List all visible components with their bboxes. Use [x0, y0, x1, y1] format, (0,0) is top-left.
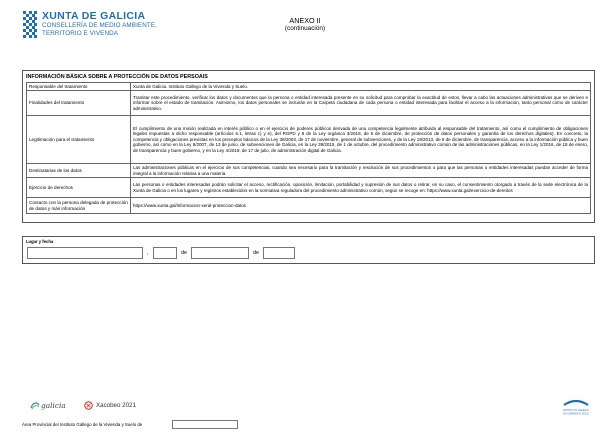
table-row: [27, 116, 591, 164]
row-value: El cumplimiento de una misión realizada en interés público o en el ejercicio de poderes públicos derivada de una competencia legalmente atribuida al responsable del tratamiento, así como el cumplimiento de obligaciones legales impuestas a dicho responsable (artículos 6.1, letras c) y e), del RGPD y 8 de la Ley orgánica 3/2018, de 5 de diciembre, de protección de datos personales y garantía de los derechos digitales). En concreto, la competencia y obligaciones previstas en los preceptos básicos de la Ley 38/2003, de 17 de noviembre, general de subvenciones, y de la Ley 19/2013, de 9 de diciembre, de transparencia, acceso a la información pública y buen gobierno, así como en la Ley 9/2007, de 13 de junio, de subvenciones de Galicia, en la Ley 39/2015, de 1 de octubre, del procedimiento administrativo común de las administraciones públicas, en la Ley 1/2016, de 18 de enero, de transparencia y buen gobierno, y en la Ley 4/2019, de 17 de julio, de administración digital de Galicia.: [131, 116, 591, 164]
data-protection-heading: INFORMACIÓN BÁSICA SOBRE A PROTECCIÓN DE DATOS PERSOAIS: [26, 74, 208, 80]
annex-heading: [260, 16, 350, 33]
table-row: [27, 198, 591, 214]
ivs-logo-line-1: INSTITUTO GALEGO: [563, 409, 589, 412]
galicia-wordmark: galicia: [41, 400, 66, 410]
table-row: [27, 91, 591, 116]
row-value: Las administraciones públicas en el ejercicio de sus competencias, cuando sea necesario para la tramitación y resolución de sus procedimientos o para que las personas o entidades interesadas puedan acceder de forma integral a la información relativa a una materia.: [131, 164, 591, 178]
row-label: Responsable del tratamiento: [27, 83, 131, 91]
area-provincial-label: Área Provincial del Instituto Gallego de la Vivienda y Suelo de: [22, 422, 143, 427]
row-value: Tramitar este procedimiento, verificar los datos y documentos que la persona o entidad interesada presente en su solicitud para comprobar la exactitud de estos, llevar a cabo las actuaciones administrativas que se deriven e informar sobre el estado de tramitación. Asimismo, los datos personales se incluirán en la Carpeta ciudadana de cada persona o entidad interesada para facilitar el acceso a la información, tanto personal como de carácter administrativo.: [131, 91, 591, 116]
row-label: Ejercicio de derechos: [27, 178, 131, 198]
table-row: [27, 83, 591, 91]
place-date-label: Lugar y fecha: [26, 239, 54, 244]
table-row: [27, 164, 591, 178]
row-value: Xunta de Galicia. Instituto Gallego de la Vivienda y Suelo.: [131, 83, 591, 91]
row-value: Las personas o entidades interesadas podrán solicitar el acceso, rectificación, oposición, limitación, portabilidad y supresión de sus datos o retirar, en su caso, el consentimiento otorgado a través de la sede electrónica de la Xunta de Galicia o en los lugares y registros establecidos en la normativa reguladora del procedimiento administrativo común, según se recoge en: https://www.xunta.gal/exercicio-de-dereitos: [131, 178, 591, 198]
year-input[interactable]: [263, 247, 295, 259]
row-label: Legitimación para el tratamiento: [27, 116, 131, 164]
data-protection-table: [26, 82, 591, 214]
logo-subtitle-1: CONSELLERÍA DE MEDIO AMBIENTE,: [42, 22, 157, 29]
data-protection-section: [22, 70, 595, 223]
xacobeo-wordmark: Xacobeo 2021: [96, 402, 136, 409]
galicia-logo: [30, 400, 66, 410]
de-separator-1: de: [181, 250, 187, 256]
row-value: https://www.xunta.gal/informacion-xeral-proteccion-datos: [131, 198, 591, 214]
annex-subtitle: (continuación): [284, 25, 326, 32]
ivs-arc-icon: [564, 401, 588, 405]
comma-separator: ,: [147, 250, 149, 256]
place-input[interactable]: [27, 247, 143, 259]
place-date-section: [22, 236, 595, 264]
area-provincial-input[interactable]: [172, 420, 238, 429]
row-label: Finalidades del tratamiento: [27, 91, 131, 116]
month-input[interactable]: [191, 247, 249, 259]
galicia-swirl-icon: [30, 400, 40, 410]
row-label: Contacto con la persona delegada de protección de datos y más información: [27, 198, 131, 214]
day-input[interactable]: [153, 247, 177, 259]
ivs-logo: [556, 396, 596, 418]
row-label: Destinatarias de los datos: [27, 164, 131, 178]
de-separator-2: de: [253, 250, 259, 256]
ivs-logo-line-2: DA VIVENDA E SOLO: [563, 412, 589, 416]
xunta-cross-icon: [22, 10, 38, 46]
xacobeo-logo: [84, 401, 136, 410]
logo-subtitle-2: TERRITORIO E VIVENDA: [42, 29, 119, 37]
table-row: [27, 178, 591, 198]
annex-title: ANEXO II: [289, 16, 321, 25]
xacobeo-shell-icon: [84, 401, 93, 410]
xunta-logo: [22, 10, 157, 46]
logo-title: XUNTA DE GALICIA: [42, 10, 146, 22]
